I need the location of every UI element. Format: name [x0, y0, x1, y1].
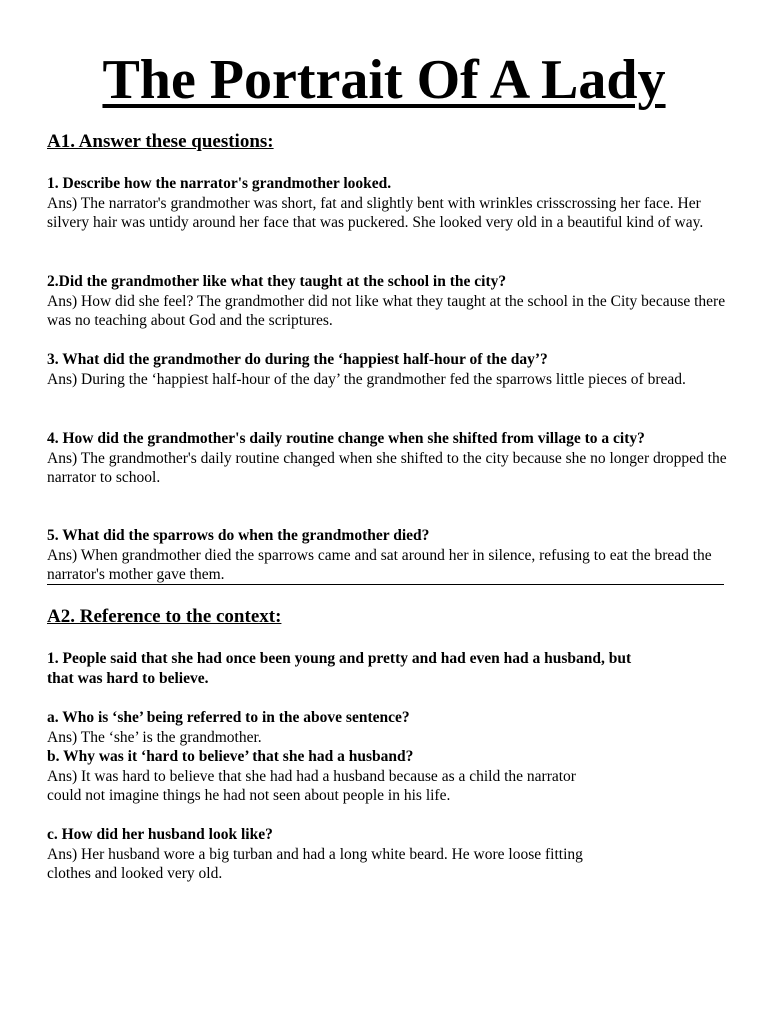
context-passage — [47, 649, 637, 688]
context-passage-text: 1. People said that she had once been young and pretty and had even had a husband, but that was hard to believe. — [47, 650, 632, 687]
question-2: 2.Did the grandmother like what they taught at the school in the city? — [47, 273, 507, 290]
qa-item-3 — [47, 350, 727, 389]
qa-item-1 — [47, 174, 727, 233]
answer-4: Ans) The grandmother's daily routine changed when she shifted to the city because she no longer dropped the narrator to school. — [47, 449, 727, 487]
section-a1 — [47, 130, 727, 154]
context-qa-a — [47, 708, 727, 747]
context-question-b: b. Why was it ‘hard to believe’ that she had a husband? — [47, 748, 414, 765]
section-a2 — [47, 605, 727, 629]
page-title: The Portrait Of A Lady — [102, 49, 666, 111]
answer-1: Ans) The narrator's grandmother was short, fat and slightly bent with wrinkles crisscrossing her face. Her silvery hair was untidy around her face that was puckered. She looked very old in a beautiful kind of way. — [47, 194, 704, 232]
question-4: 4. How did the grandmother's daily routine change when she shifted from village to a city? — [47, 430, 645, 447]
question-5: 5. What did the sparrows do when the grandmother died? — [47, 527, 430, 544]
qa-item-4 — [47, 429, 727, 488]
context-answer-b: Ans) It was hard to believe that she had had a husband because as a child the narrator could not imagine things he had not seen about people in his life. — [47, 767, 576, 805]
context-question-a: a. Who is ‘she’ being referred to in the above sentence? — [47, 709, 410, 726]
question-1: 1. Describe how the narrator's grandmother looked. — [47, 175, 392, 192]
context-answer-c: Ans) Her husband wore a big turban and had a long white beard. He wore loose fitting clothes and looked very old. — [47, 845, 583, 883]
context-answer-a: Ans) The ‘she’ is the grandmother. — [47, 728, 262, 746]
answer-5: Ans) When grandmother died the sparrows came and sat around her in silence, refusing to eat the bread the narrator's mother gave them. — [47, 546, 712, 584]
answer-2: Ans) How did she feel? The grandmother did not like what they taught at the school in the City because there was no teaching about God and the scriptures. — [47, 292, 726, 330]
section-a2-heading: A2. Reference to the context: — [47, 606, 282, 627]
context-qa-b — [47, 747, 587, 806]
section-divider — [47, 584, 724, 585]
context-qa-c — [47, 825, 587, 884]
section-a1-heading: A1. Answer these questions: — [47, 131, 274, 152]
question-3: 3. What did the grandmother do during the ‘happiest half-hour of the day’? — [47, 351, 548, 368]
qa-item-5 — [47, 526, 727, 585]
context-question-c: c. How did her husband look like? — [47, 826, 273, 843]
qa-item-2 — [47, 272, 727, 331]
answer-3: Ans) During the ‘happiest half-hour of the day’ the grandmother fed the sparrows little pieces of bread. — [47, 370, 686, 388]
